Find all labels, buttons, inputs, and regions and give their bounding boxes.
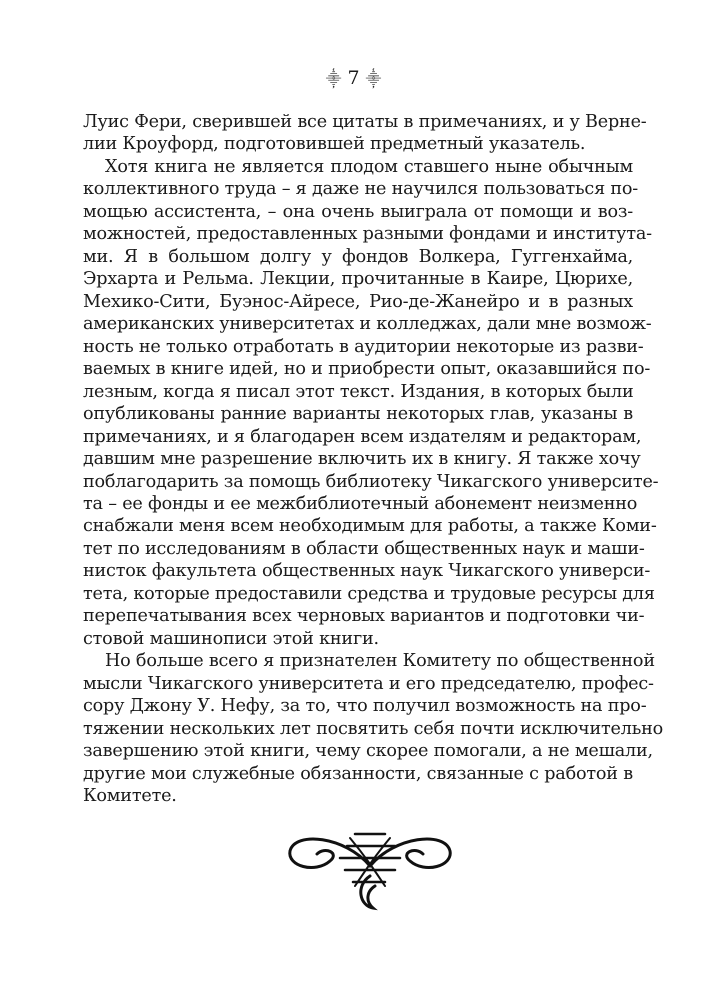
text-line: лезным, когда я писал этот текст. Издания, в которых были — [83, 381, 634, 402]
text-line: Луис Фери, сверившей все цитаты в примечаниях, и у Верне- — [83, 112, 647, 132]
text-line: опубликованы ранние варианты некоторых глав, указаны в — [83, 404, 633, 425]
text-line: Эрхарта и Рельма. Лекции, прочитанные в Каире, Цюрихе, — [83, 269, 633, 290]
right-ornament-icon: ⸎ — [365, 70, 382, 88]
text-line: другие мои служебные обязанности, связанные с работой в — [83, 763, 633, 784]
text-line: стовой машинописи этой книги. — [83, 628, 379, 649]
decorative-flourish-icon — [285, 826, 455, 911]
page-number: 7 — [347, 67, 360, 89]
body-text — [83, 111, 664, 808]
text-line: можностей, предоставленных разными фондами и института- — [83, 224, 652, 245]
text-line: американских университетах и колледжах, дали мне возмож- — [83, 314, 652, 335]
text-line: поблагодарить за помощь библиотеку Чикагского университе- — [83, 471, 659, 492]
text-line: Хотя книга не является плодом ставшего ныне обычным — [105, 156, 633, 177]
text-line: ность не только отработать в аудитории некоторые из разви- — [83, 336, 644, 357]
text-line: снабжали меня всем необходимым для работы, а также Коми- — [83, 516, 657, 537]
page-number-header — [0, 66, 707, 91]
text-line: давшим мне разрешение включить их в книгу. Я также хочу — [83, 449, 641, 470]
text-line: сору Джону У. Нефу, за то, что получил возможность на про- — [83, 696, 647, 717]
text-line: завершению этой книги, чему скорее помогали, а не мешали, — [83, 741, 653, 762]
text-line: тет по исследованиям в области общественных наук и маши- — [83, 538, 645, 559]
text-line: ми. Я в большом долгу у фондов Волкера, Гуггенхайма, — [83, 246, 633, 267]
text-line: мысли Чикагского университета и его председателю, профес- — [83, 673, 654, 694]
text-line: та – ее фонды и ее межбиблиотечный абонемент неизменно — [83, 493, 638, 514]
text-line: Комитете. — [83, 786, 177, 807]
text-line: лии Кроуфорд, подготовившей предметный указатель. — [83, 134, 586, 155]
text-line: ваемых в книге идей, но и приобрести опыт, оказавшийся по- — [83, 359, 651, 380]
paragraph — [83, 111, 647, 156]
text-line: Мехико-Сити, Буэнос-Айресе, Рио-де-Жанейро и в разных — [83, 291, 633, 312]
text-line: нисток факультета общественных наук Чикагского универси- — [83, 561, 651, 582]
text-line: тета, которые предоставили средства и трудовые ресурсы для — [83, 583, 655, 604]
left-ornament-icon: ⸎ — [325, 70, 342, 88]
text-line: тяжении нескольких лет посвятить себя почти исключительно — [83, 718, 664, 739]
paragraph — [83, 156, 659, 650]
text-line: перепечатывания всех черновых вариантов и подготовки чи- — [83, 606, 645, 627]
text-line: примечаниях, и я благодарен всем издателям и редакторам, — [83, 426, 642, 447]
text-line: Но больше всего я признателен Комитету по общественной — [105, 651, 655, 672]
paragraph — [83, 650, 664, 807]
text-line: коллективного труда – я даже не научился пользоваться по- — [83, 179, 639, 200]
text-line: мощью ассистента, – она очень выиграла от помощи и воз- — [83, 201, 633, 222]
